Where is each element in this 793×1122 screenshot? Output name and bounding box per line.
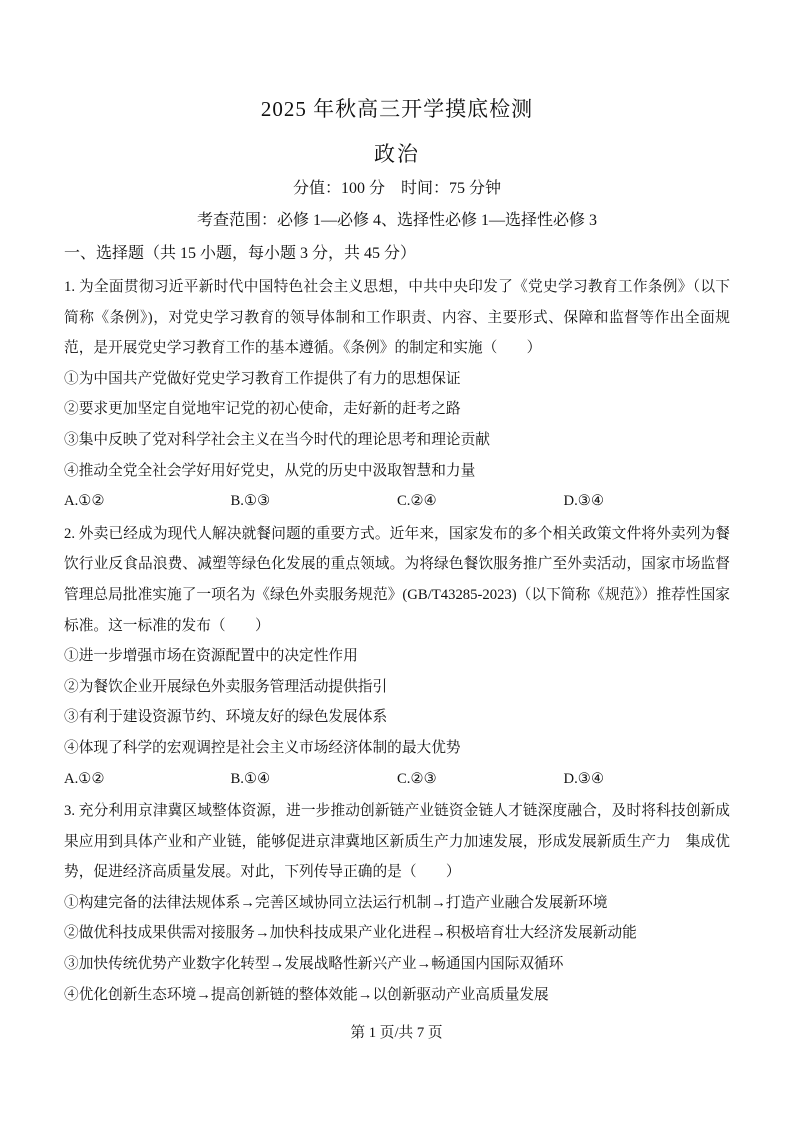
option-a: A.①② bbox=[64, 770, 105, 787]
exam-score-time: 分值：100 分 时间：75 分钟 bbox=[292, 180, 501, 197]
question-item: ④优化创新生态环境→提高创新链的整体效能→以创新驱动产业高质量发展 bbox=[64, 986, 549, 1003]
exam-scope: 考查范围：必修 1—必修 4、选择性必修 1—选择性必修 3 bbox=[196, 212, 597, 229]
question-item: ③有利于建设资源节约、环境友好的绿色发展体系 bbox=[64, 709, 388, 726]
option-b: B.①③ bbox=[230, 493, 271, 510]
question-item: ④推动全党全社会学好用好党史，从党的历史中汲取智慧和力量 bbox=[64, 462, 476, 479]
question-item: ②为餐饮企业开展绿色外卖服务管理活动提供指引 bbox=[64, 678, 388, 695]
question-stem: 3. 充分利用京津冀区域整体资源，进一步推动创新链产业链资金链人才链深度融合，及时将科技创新成果应用到具体产业和产业链，能够促进京津冀地区新质生产力加速发展，形成发展新质生产力 集成优势，促进经济高质量发展。对此，下列传导正确的是（ ） bbox=[64, 803, 730, 881]
question-item: ②做优科技成果供需对接服务→加快科技成果产业化进程→积极培育壮大经济发展新动能 bbox=[64, 925, 637, 942]
question-item: ③集中反映了党对科学社会主义在当今时代的理论思考和理论贡献 bbox=[64, 431, 490, 448]
question-item: ②要求更加坚定自觉地牢记党的初心使命，走好新的赶考之路 bbox=[64, 401, 461, 418]
option-d: D.③④ bbox=[563, 493, 605, 510]
options-row bbox=[64, 764, 730, 795]
question-item: ①进一步增强市场在资源配置中的决定性作用 bbox=[64, 648, 358, 665]
question-2 bbox=[64, 519, 730, 794]
question-item: ①为中国共产党做好党史学习教育工作提供了有力的思想保证 bbox=[64, 370, 461, 387]
exam-title: 2025 年秋高三开学摸底检测 bbox=[260, 97, 534, 121]
question-item: ③加快传统优势产业数字化转型→发展战略性新兴产业→畅通国内国际双循环 bbox=[64, 956, 564, 973]
page-number: 第 1 页/共 7 页 bbox=[350, 1025, 443, 1041]
options-row bbox=[64, 486, 730, 517]
question-stem: 2. 外卖已经成为现代人解决就餐问题的重要方式。近年来，国家发布的多个相关政策文件将外卖列为餐饮行业反食品浪费、减塑等绿色化发展的重点领域。为将绿色餐饮服务推广至外卖活动，国家市场监督管理总局批准实施了一项名为《绿色外卖服务规范》(GB/T43285-2023)（以下简称《规范》）推荐性国家标准。这一标准的发布（ ） bbox=[64, 525, 730, 634]
question-item: ①构建完备的法律法规体系→完善区域协同立法运行机制→打造产业融合发展新环境 bbox=[64, 894, 608, 911]
option-a: A.①② bbox=[64, 493, 105, 510]
option-d: D.③④ bbox=[563, 770, 605, 787]
option-c: C.②④ bbox=[397, 493, 437, 510]
question-stem: 1. 为全面贯彻习近平新时代中国特色社会主义思想，中共中央印发了《党史学习教育工作条例》（以下简称《条例》)，对党史学习教育的领导体制和工作职责、内容、主要形式、保障和监督等作出全面规范，是开展党史学习教育工作的基本遵循。《条例》的制定和实施（ ） bbox=[64, 279, 730, 357]
question-1 bbox=[64, 272, 730, 517]
question-item: ④体现了科学的宏观调控是社会主义市场经济体制的最大优势 bbox=[64, 739, 461, 756]
section-heading: 一、选择题（共 15 小题，每小题 3 分，共 45 分） bbox=[64, 245, 417, 262]
option-b: B.①④ bbox=[230, 770, 271, 787]
question-3 bbox=[64, 796, 730, 1010]
option-c: C.②③ bbox=[397, 770, 437, 787]
exam-subject: 政治 bbox=[374, 142, 420, 166]
